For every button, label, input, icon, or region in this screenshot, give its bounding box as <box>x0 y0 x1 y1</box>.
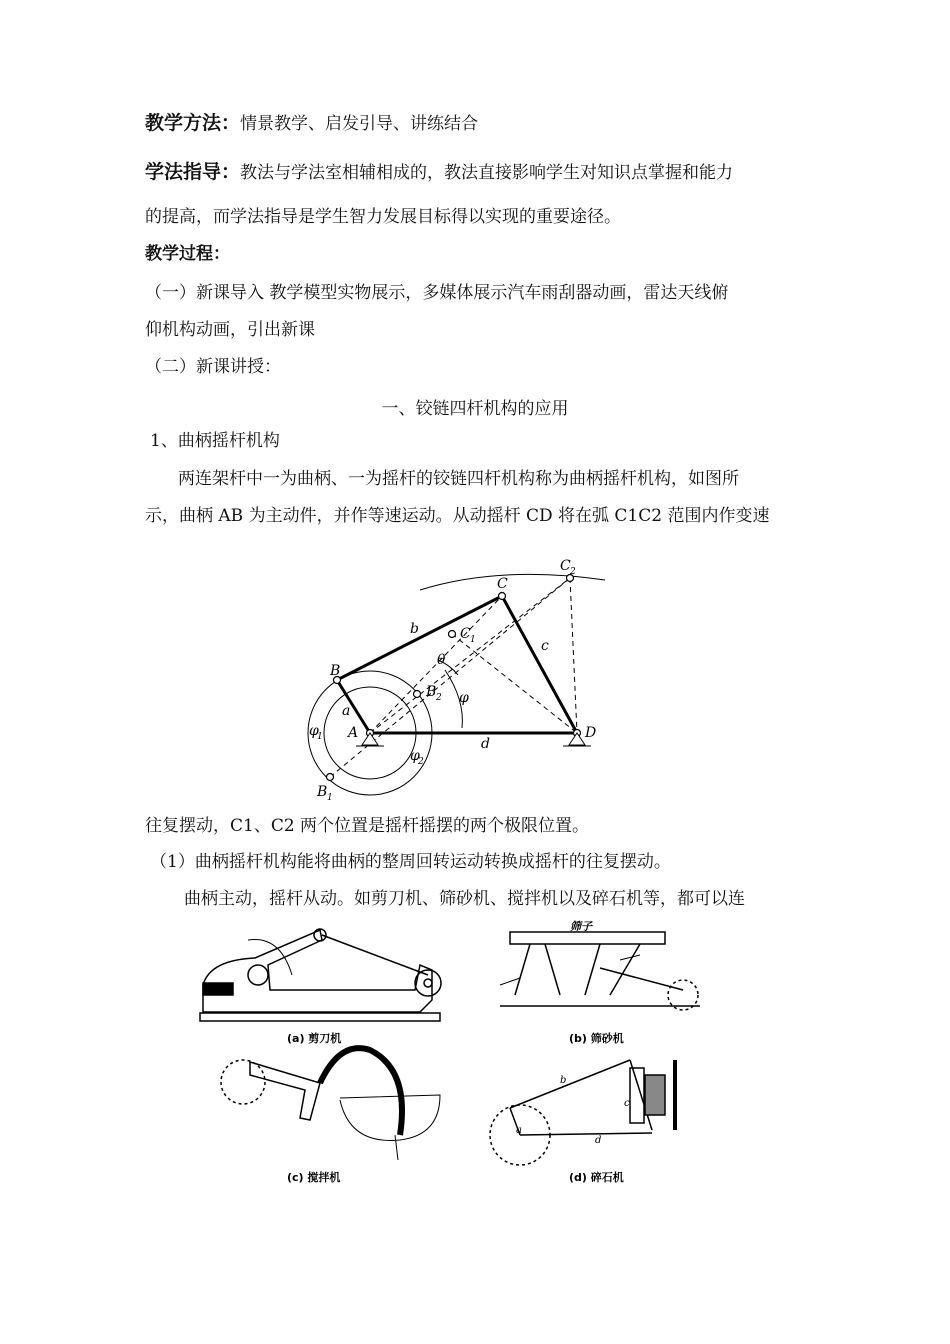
crusher-label-c: c <box>624 1098 630 1109</box>
study-guide-text-2: 的提高，而学法指导是学生智力发展目标得以实现的重要途径。 <box>145 207 621 227</box>
section-title: 一、铰链四杆机构的应用 <box>381 399 569 419</box>
mixer-drawing <box>221 1048 440 1160</box>
para1-line-2: 示，曲柄 AB 为主动件，并作等速运动。从动摇杆 CD 将在弧 C1C2 范围内作变速 <box>145 506 770 526</box>
point1-text: （1）曲柄摇杆机构能将曲柄的整周回转运动转换成摇杆的往复摆动。 <box>150 852 671 872</box>
crusher-label-b: b <box>560 1075 567 1086</box>
label-C1: C <box>460 626 471 642</box>
label-phi1-sub: 1 <box>317 732 323 742</box>
label-B2-sub: 2 <box>436 693 442 703</box>
label-B: B <box>330 663 341 679</box>
study-guide-line <box>145 161 733 184</box>
para2-line-1: 往复摆动，C1、C2 两个位置是摇杆摇摆的两个极限位置。 <box>145 816 590 836</box>
label-C1-sub: 1 <box>470 635 476 645</box>
study-guide-label: 学法指导： <box>145 161 241 183</box>
label-d: d <box>481 736 490 752</box>
label-phi2: φ <box>410 748 420 764</box>
caption-b: (b) 筛砂机 <box>569 1032 624 1045</box>
caption-d: (d) 碎石机 <box>569 1171 624 1184</box>
caption-c: (c) 搅拌机 <box>287 1171 341 1184</box>
intro-line-2: 仰机构动画，引出新课 <box>145 320 315 340</box>
label-B2: B <box>426 684 437 700</box>
shear-machine-drawing <box>200 929 441 1021</box>
label-C2-sub: 2 <box>570 567 576 577</box>
crusher-label-a: a <box>516 1125 522 1136</box>
sieve-machine-drawing <box>500 932 700 1010</box>
label-D: D <box>585 725 597 741</box>
label-C2: C <box>560 558 571 574</box>
label-phi: φ <box>459 690 469 706</box>
teaching-method-label: 教学方法： <box>145 112 241 134</box>
applications-figure <box>190 915 710 1185</box>
teaching-method-line <box>145 112 478 135</box>
label-A: A <box>348 725 359 741</box>
label-B1: B <box>317 784 328 800</box>
para3-line-1: 曲柄主动，摇杆从动。如剪刀机、筛砂机、搅拌机以及碎石机等，都可以连 <box>184 889 745 909</box>
para1-line-1: 两连架杆中一为曲柄、一为摇杆的铰链四杆机构称为曲柄摇杆机构，如图所 <box>178 469 739 489</box>
label-phi1: φ <box>309 723 319 739</box>
caption-a: (a) 剪刀机 <box>287 1032 342 1045</box>
label-B1-sub: 1 <box>327 793 333 803</box>
label-c: c <box>541 638 549 654</box>
label-a: a <box>342 703 351 719</box>
crank-rocker-diagram <box>300 550 620 805</box>
label-phi2-sub: 2 <box>418 757 424 767</box>
lecture-label: （二）新课讲授： <box>145 357 281 377</box>
label-b: b <box>410 621 419 637</box>
sieve-label: 筛子 <box>570 920 592 933</box>
intro-line-1: （一）新课导入 教学模型实物展示，多媒体展示汽车雨刮器动画，雷达天线俯 <box>145 283 729 303</box>
study-guide-text-1: 教法与学法室相辅相成的，教法直接影响学生对知识点掌握和能力 <box>240 163 734 183</box>
crusher-drawing <box>490 1060 675 1165</box>
label-theta: θ <box>437 652 446 668</box>
item1-title: 1、曲柄摇杆机构 <box>150 431 280 451</box>
teaching-process-label: 教学过程： <box>145 244 230 264</box>
teaching-method-text: 情景教学、启发引导、讲练结合 <box>240 114 479 134</box>
label-C: C <box>497 576 508 592</box>
crusher-label-d: d <box>595 1135 602 1146</box>
